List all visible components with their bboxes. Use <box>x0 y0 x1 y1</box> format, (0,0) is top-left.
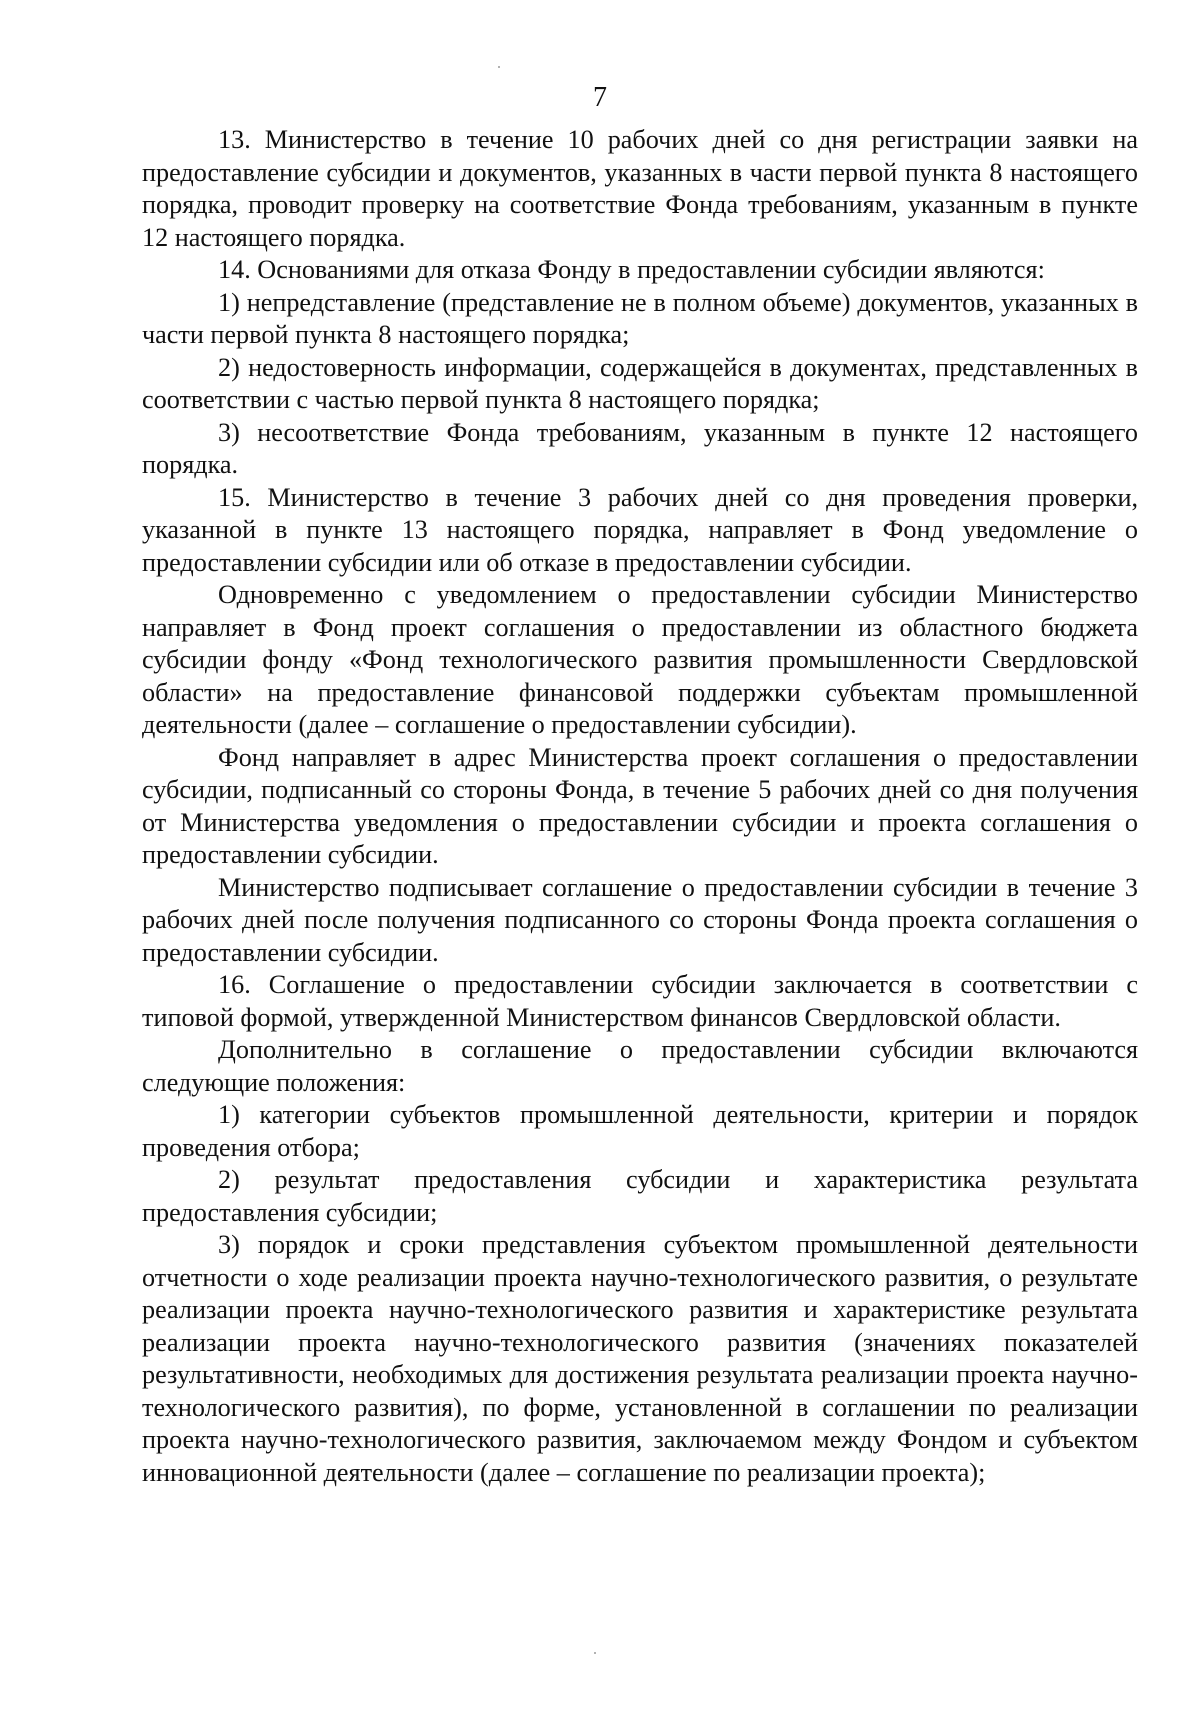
paragraph-13: 13. Министерство в течение 10 рабочих дней со дня регистрации заявки на предоставление субсидии и документов, указанных в части первой пункта 8 настоящего порядка, проводит проверку на соответствие Фонда требованиям, указанным в пункте 12 настоящего порядка. <box>142 125 1138 252</box>
scan-speck <box>594 1652 596 1654</box>
list-item-14-2: 2) недостоверность информации, содержащейся в документах, представленных в соответствии с частью первой пункта 8 настоящего порядка; <box>142 352 1138 414</box>
list-item-16-2: 2) результат предоставления субсидии и характеристика результата предоставления субсидии; <box>142 1165 1138 1227</box>
paragraph-14: 14. Основаниями для отказа Фонду в предоставлении субсидии являются: <box>218 255 1045 284</box>
paragraph-15-simultaneously: Одновременно с уведомлением о предоставлении субсидии Министерство направляет в Фонд проект соглашения о предоставлении из областного бюджета субсидии фонду «Фонд технологического развития промышленности Свердловской области» на предоставление финансовой поддержки субъектам промышленной деятельности (далее – соглашение о предоставлении субсидии). <box>142 580 1138 739</box>
list-item-14-1: 1) непредставление (представление не в полном объеме) документов, указанных в части первой пункта 8 настоящего порядка; <box>142 287 1138 349</box>
paragraph-16-additional: Дополнительно в соглашение о предоставлении субсидии включаются следующие положения: <box>142 1035 1138 1097</box>
list-item-14-3: 3) несоответствие Фонда требованиям, указанным в пункте 12 настоящего порядка. <box>142 417 1138 479</box>
paragraph-15: 15. Министерство в течение 3 рабочих дней со дня проведения проверки, указанной в пункте 13 настоящего порядка, направляет в Фонд уведомление о предоставлении субсидии или об отказе в предоставлении субсидии. <box>142 482 1138 577</box>
paragraph-15-ministry-signs: Министерство подписывает соглашение о предоставлении субсидии в течение 3 рабочих дней после получения подписанного со стороны Фонда проекта соглашения о предоставлении субсидии. <box>142 872 1138 967</box>
paragraph-16: 16. Соглашение о предоставлении субсидии заключается в соответствии с типовой формой, утвержденной Министерством финансов Свердловской области. <box>142 970 1138 1032</box>
paragraph-15-fund-sends: Фонд направляет в адрес Министерства проект соглашения о предоставлении субсидии, подписанный со стороны Фонда, в течение 5 рабочих дней со дня получения от Министерства уведомления о предоставлении субсидии и проекта соглашения о предоставлении субсидии. <box>142 742 1138 869</box>
list-item-16-3: 3) порядок и сроки представления субъектом промышленной деятельности отчетности о ходе реализации проекта научно-технологического развития, о результате реализации проекта научно-технологического развития и характеристике результата реализации проекта научно-технологического развития (значениях показателей результативности, необходимых для достижения результата реализации проекта научно-технологического развития), по форме, установленной в соглашении по реализации проекта научно-технологического развития, заключаемом между Фондом и субъектом инновационной деятельности (далее – соглашение по реализации проекта); <box>142 1230 1138 1487</box>
scan-speck <box>498 66 500 68</box>
list-item-16-1: 1) категории субъектов промышленной деятельности, критерии и порядок проведения отбора; <box>142 1100 1138 1162</box>
document-body <box>142 124 1138 1489</box>
page-number: 7 <box>593 82 607 113</box>
